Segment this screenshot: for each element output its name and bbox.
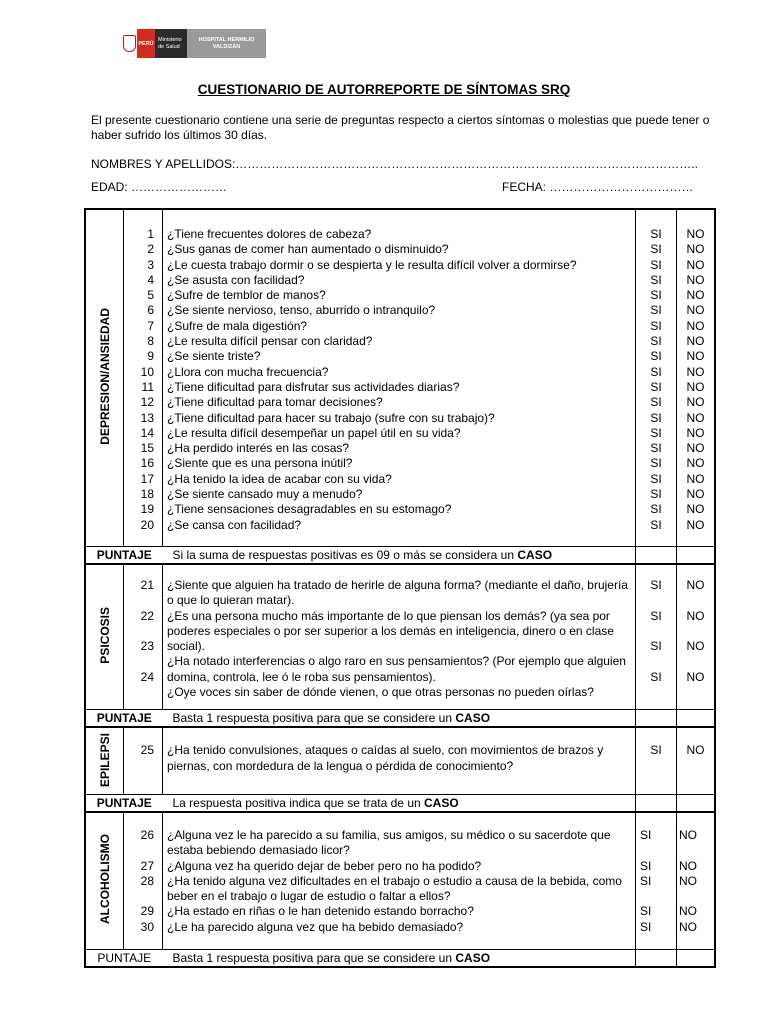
question: ¿Siente que es una persona inútil? [167,456,353,471]
question: ¿Ha tenido convulsiones, ataques o caídas al suelo, con movimientos de brazos y piernas, con mordedura de la lengua o pérdida de conocimiento? [167,743,604,773]
question: ¿Tiene dificultad para tomar decisiones? [167,395,383,410]
question: ¿Se siente triste? [167,349,261,364]
puntaje-text: Basta 1 respuesta positiva para que se considere un CASO [163,710,636,728]
puntaje-label: PUNTAJE [85,794,163,812]
question: ¿Tiene dificultad para disfrutar sus actividades diarias? [167,379,460,394]
question: ¿Se cansa con facilidad? [167,517,302,532]
puntaje-label: PUNTAJE [85,546,163,564]
question: ¿Ha perdido interés en las cosas? [167,441,350,456]
no-column[interactable]: NO NO NO NO NO NO NO NO NO NO NO NO NO NO NO NO NO NO NO NO [677,209,716,546]
puntaje-text: La respuesta positiva indica que se trata de un CASO [163,794,636,812]
question: ¿Alguna vez le ha parecido a su familia, sus amigos, su médico o su sacerdote que estaba bebiendo demasiado licor? [167,827,611,858]
no-column[interactable]: NO NO NO NO NO [677,812,716,950]
question: ¿Se siente cansado muy a menudo? [167,487,363,502]
no-column[interactable]: NO NO NO NO [677,564,716,710]
section-epilepsia: EPILEPSI 25 ¿Ha tenido convulsiones, ataques o caídas al suelo, con movimientos de brazos y piernas, con mordedura de la lengua o pérdida de conocimiento? SI NO [85,727,715,794]
question: ¿Tiene sensaciones desagradables en su estomago? [167,502,452,517]
si-column[interactable]: SI SI SI SI SI SI SI SI SI SI SI SI SI SI SI SI SI SI SI SI [636,209,677,546]
srq-questionnaire-table [84,208,716,968]
si-column[interactable]: SI SI SI SI [636,564,677,710]
ministry-logo [121,29,266,58]
question-texts [163,209,636,546]
question: ¿Es una persona mucho más importante de lo que piensan los demás? (ya sea por poderes especiales o por ser superior a los demás en inteligencia, dinero o en clase social). [167,608,614,654]
section-label-alcoholismo: ALCOHOLISMO [85,812,124,950]
logo-hospital: HOSPITAL HERMILIO VALDIZÁN [187,29,266,58]
question: ¿Sufre de mala digestión? [167,318,308,333]
logo-ministerio: Ministerio de Salud [155,29,187,58]
question: ¿Se siente nervioso, tenso, aburrido o intranquilo? [167,303,436,318]
si-column[interactable]: SI [636,727,677,794]
coat-of-arms-icon [121,29,137,58]
section-label-psicosis: PSICOSIS [85,564,124,710]
question: ¿Ha tenido la idea de acabar con su vida? [167,471,392,486]
section-alcoholismo: ALCOHOLISMO 26 27 28 29 30 ¿Alguna vez le ha parecido a su familia, sus amigos, su médico o su sacerdote que estaba bebiendo demasiado licor? ¿Alguna vez ha querido dejar de beber pero no ha podido? ¿Ha tenido alguna vez dificultades en el trabajo o estudio a causa de la bebida, como beber en el trabajo o lugar de estudio o faltar a ellos? ¿Ha estado en riñas o le han detenido estando borracho? ¿Le ha parecido alguna vez que ha bebido demasiado? SI SI SI SI SI NO NO NO NO NO [85,812,715,950]
question: ¿Ha tenido alguna vez dificultades en el trabajo o estudio a causa de la bebida, como beber en el trabajo o lugar de estudio o faltar a ellos? [167,873,622,904]
question: ¿Sufre de temblor de manos? [167,288,326,303]
puntaje-row [85,949,715,967]
question: ¿Tiene frecuentes dolores de cabeza? [167,227,372,241]
question: ¿Le resulta difícil desempeñar un papel útil en su vida? [167,425,461,440]
document-title: CUESTIONARIO DE AUTORREPORTE DE SÍNTOMAS SRQ [197,82,571,97]
logo-peru: PERÚ [137,29,155,58]
question: ¿Ha notado interferencias o algo raro en sus pensamientos? (Por ejemplo que alguien domina, controla, lee ó le roba sus pensamientos). [167,654,626,684]
fecha-field[interactable]: FECHA: ……………………………… [502,180,694,194]
section-label-epilepsi: EPILEPSI [85,727,124,794]
edad-field[interactable]: EDAD: …………………… [91,180,228,194]
no-column[interactable]: NO [677,727,716,794]
question: ¿Llora con mucha frecuencia? [167,364,329,379]
intro-paragraph: El presente cuestionario contiene una serie de preguntas respecto a ciertos síntomas o molestias que puede tener o haber sufrido los últimos 30 días. [91,113,710,142]
puntaje-row [85,546,715,564]
question: ¿Se asusta con facilidad? [167,272,305,287]
question: ¿Ha estado en riñas o le han detenido estando borracho? [167,904,474,919]
question: ¿Alguna vez ha querido dejar de beber pero no ha podido? [167,858,482,873]
si-column[interactable]: SI SI SI SI SI [636,812,677,950]
section-depresion-ansiedad [85,209,715,546]
question: ¿Le resulta difícil pensar con claridad? [167,334,373,349]
puntaje-row [85,794,715,812]
question: ¿Le cuesta trabajo dormir o se despierta y le resulta difícil volver a dormirse? [167,257,577,272]
puntaje-label: PUNTAJE [85,949,163,967]
question: ¿Le ha parecido alguna vez que ha bebido demasiado? [167,919,464,934]
section-label-depresion: DEPRESION/ANSIEDAD [85,209,124,546]
section-psicosis: PSICOSIS 21 22 23 24 ¿Siente que alguien ha tratado de herirle de alguna forma? (mediante el daño, brujería o que lo quieran matar). ¿Es una persona mucho más importante de lo que piensan los demás? (ya sea por poderes especiales o por ser superior a los demás en inteligencia, dinero o en clase social). ¿Ha notado interferencias o algo raro en sus pensamientos? (Por ejemplo que alguien domina, controla, lee ó le roba sus pensamientos). ¿Oye voces sin saber de dónde vienen, o que otras personas no pueden oírlas? SI SI SI SI NO NO NO NO [85,564,715,710]
question: ¿Sus ganas de comer han aumentado o disminuido? [167,242,449,257]
question: ¿Siente que alguien ha tratado de herirle de alguna forma? (mediante el daño, brujería o que lo quieran matar). [167,577,628,608]
nombres-field[interactable]: NOMBRES Y APELLIDOS:…………………………………………………………………………………………………….. [91,157,698,171]
question: ¿Oye voces sin saber de dónde vienen, o que otras personas no pueden oírlas? [167,685,594,700]
question: ¿Tiene dificultad para hacer su trabajo (sufre con su trabajo)? [167,410,495,425]
puntaje-text: Basta 1 respuesta positiva para que se considere un CASO [163,949,636,967]
puntaje-label: PUNTAJE [85,710,163,728]
item-numbers: 1 2 3 4 5 6 7 8 9 10 11 12 13 14 15 16 17 18 19 20 [124,209,163,546]
puntaje-row [85,710,715,728]
puntaje-text: Si la suma de respuestas positivas es 09 o más se considera un CASO [163,546,636,564]
